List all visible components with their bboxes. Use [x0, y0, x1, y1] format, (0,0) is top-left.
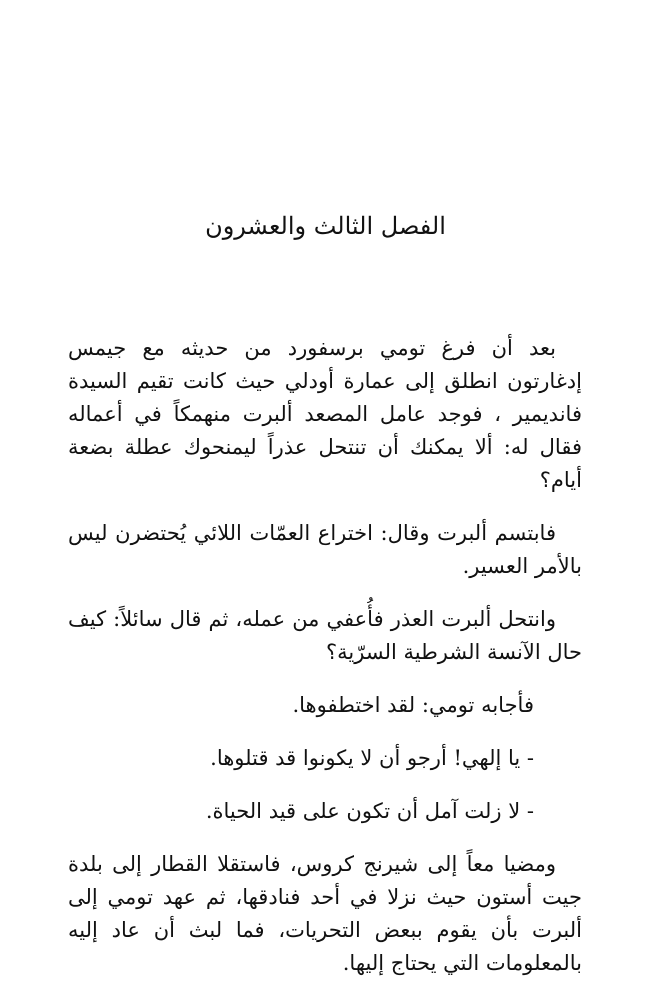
paragraph-4: فأجابه تومي: لقد اختطفوها.	[292, 693, 534, 717]
paragraph-5: - يا إلهي! أرجو أن لا يكونوا قد قتلوها.	[210, 746, 534, 770]
chapter-body	[68, 332, 582, 1000]
chapter-title: الفصل الثالث والعشرون	[205, 212, 446, 240]
paragraph-2: فابتسم ألبرت وقال: اختراع العمّات اللائي يُحتضرن ليس بالأمر العسير.	[68, 521, 582, 578]
paragraph-3: وانتحل ألبرت العذر فأُعفي من عمله، ثم قال سائلاً: كيف حال الآنسة الشرطية السرّية؟	[68, 607, 582, 664]
paragraph-1: بعد أن فرغ تومي برسفورد من حديثه مع جيمس إدغارتون انطلق إلى عمارة أودلي حيث كانت تقيم السيدة فانديمير ، فوجد عامل المصعد ألبرت منهمكاً في أعماله فقال له: ألا يمكنك أن تنتحل عذراً ليمنحوك عطلة بضعة أيام؟	[68, 336, 582, 492]
paragraph-7: ومضيا معاً إلى شيرنج كروس، فاستقلا القطار إلى بلدة جيت أستون حيث نزلا في أحد فنادقها، ثم عهد تومي إلى ألبرت بأن يقوم ببعض التحريات، فما لبث أن عاد إليه بالمعلومات التي يحتاج إليها.	[68, 852, 582, 975]
paragraph-6: - لا زلت آمل أن تكون على قيد الحياة.	[205, 799, 534, 823]
